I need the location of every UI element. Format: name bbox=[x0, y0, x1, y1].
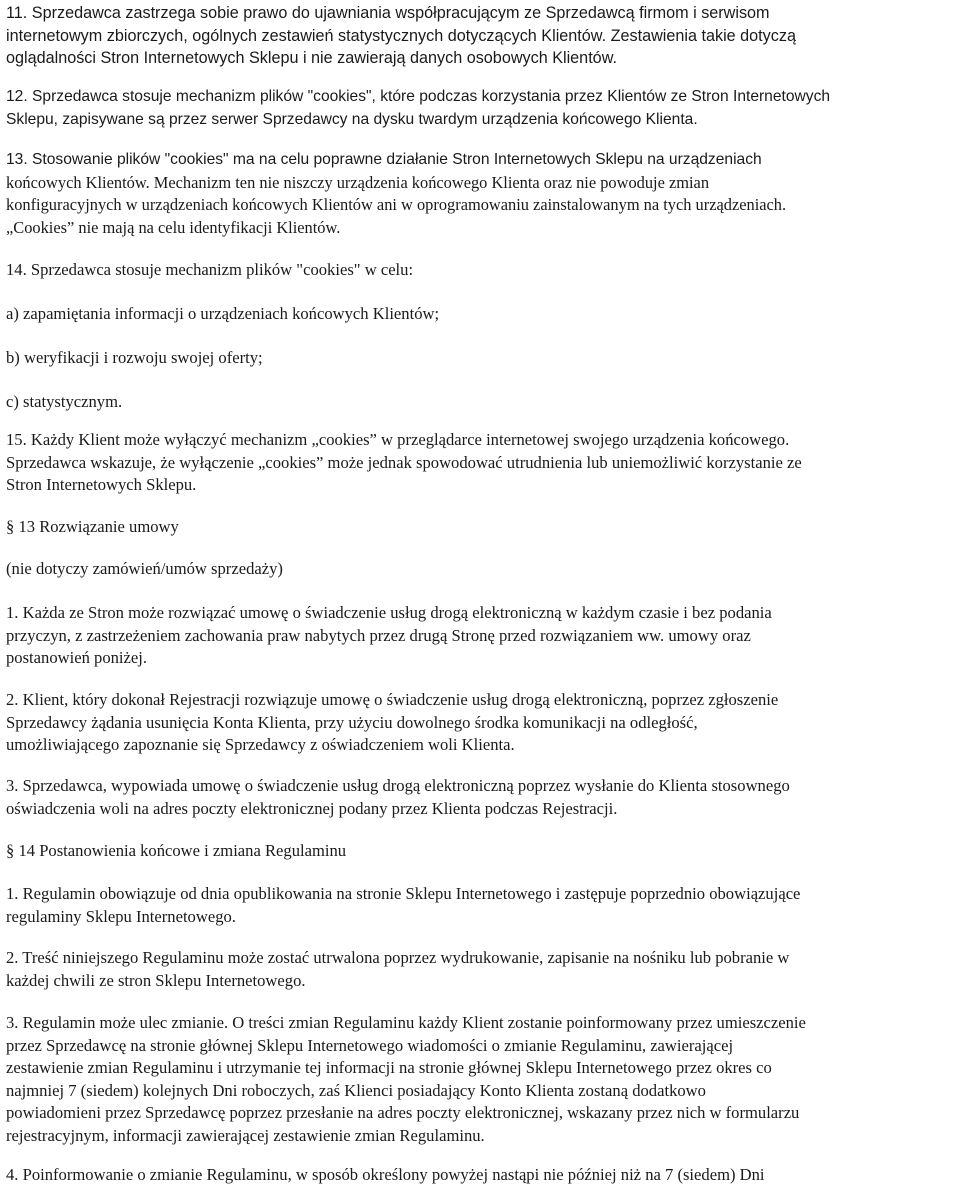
text-line: powiadomieni przez Sprzedawcę poprzez przesłanie na adres poczty elektronicznej, wskazany przez nich w formularzu bbox=[6, 1103, 800, 1123]
text-line: 12. Sprzedawca stosuje mechanizm plików "cookies", które podczas korzystania przez Klientów ze Stron Internetowych bbox=[6, 88, 831, 105]
text-line: Sprzedawca wskazuje, że wyłączenie „cookies” może jednak spowodować utrudnienia lub uniemożliwić korzystanie ze bbox=[6, 452, 802, 472]
text-line: oświadczenia woli na adres poczty elektronicznej podany przez Klienta podczas Rejestracji. bbox=[6, 798, 618, 818]
paragraph-14 bbox=[6, 259, 413, 282]
text-line: a) zapamiętania informacji o urządzeniach końcowych Klientów; bbox=[6, 304, 440, 323]
text-line: 3. Sprzedawca, wypowiada umowę o świadczenie usług drogą elektroniczną poprzez wysłanie do Klienta stosownego bbox=[6, 776, 790, 795]
section-13-point-3 bbox=[6, 775, 790, 820]
section-14-point-2 bbox=[6, 947, 789, 992]
text-line: końcowych Klientów. Mechanizm ten nie niszczy urządzenia końcowego Klienta oraz nie powoduje zmian bbox=[6, 172, 710, 192]
text-line: konfiguracyjnych w urządzeniach końcowych Klientów ani w oprogramowaniu zainstalowanym na tych urządzeniach. bbox=[6, 195, 787, 215]
text-line: zestawienie zmian Regulaminu i utrzymanie tej informacji na stronie głównej Sklepu Internetowego przez okres co bbox=[6, 1058, 772, 1078]
section-14-point-4 bbox=[6, 1164, 765, 1187]
text-line: najmniej 7 (siedem) kolejnych Dni roboczych, zaś Klienci posiadający Konto Klienta zostaną dodatkowo bbox=[6, 1080, 706, 1100]
section-14-title: § 14 Postanowienia końcowe i zmiana Regulaminu bbox=[6, 841, 347, 860]
text-line: Stron Internetowych Sklepu. bbox=[6, 475, 197, 495]
text-line: Sprzedawcy żądania usunięcia Konta Klienta, przy użyciu dowolnego środka komunikacji na odległość, bbox=[6, 712, 698, 732]
paragraph-15 bbox=[6, 429, 802, 497]
text-line: 13. Stosowanie plików "cookies" ma na celu poprawne działanie Stron Internetowych Sklepu na urządzeniach bbox=[6, 151, 762, 168]
text-line: „Cookies” nie mają na celu identyfikacji Klientów. bbox=[6, 217, 341, 237]
text-line: oglądalności Stron Internetowych Sklepu i nie zawierają danych osobowych Klientów. bbox=[6, 49, 617, 68]
text-line: regulaminy Sklepu Internetowego. bbox=[6, 906, 236, 926]
paragraph-13 bbox=[6, 149, 786, 239]
text-line: rejestracyjnym, informacji zawierającej zestawienie zmian Regulaminu. bbox=[6, 1125, 485, 1145]
text-line: umożliwiającego zapoznanie się Sprzedawcy z oświadczeniem woli Klienta. bbox=[6, 735, 515, 755]
text-line: przez Sprzedawcę na stronie głównej Sklepu Internetowego wiadomości o zmianie Regulaminu, zawierającej bbox=[6, 1035, 734, 1055]
text-line: c) statystycznym. bbox=[6, 392, 123, 411]
section-14-point-1 bbox=[6, 883, 800, 928]
text-line: b) weryfikacji i rozwoju swojej oferty; bbox=[6, 348, 263, 367]
paragraph-12 bbox=[6, 86, 830, 131]
paragraph-14b bbox=[6, 347, 263, 370]
text-line: 1. Każda ze Stron może rozwiązać umowę o świadczenie usług drogą elektroniczną w każdym czasie i bez podania bbox=[6, 603, 772, 622]
text-line: internetowym zbiorczych, ogólnych zestawień statystycznych dotyczących Klientów. Zestawienia takie dotyczą bbox=[6, 26, 796, 45]
text-line: 2. Treść niniejszego Regulaminu może zostać utrwalona poprzez wydrukowanie, zapisanie na nośniku lub pobranie w bbox=[6, 948, 790, 967]
text-line: Sklepu, zapisywane są przez serwer Sprzedawcy na dysku twardym urządzenia końcowego Klienta. bbox=[6, 110, 698, 128]
section-13-note: (nie dotyczy zamówień/umów sprzedaży) bbox=[6, 559, 283, 578]
text-line: 2. Klient, który dokonał Rejestracji rozwiązuje umowę o świadczenie usług drogą elektroniczną, poprzez zgłoszenie bbox=[6, 690, 779, 709]
section-13-title: § 13 Rozwiązanie umowy bbox=[6, 517, 179, 536]
text-line: 4. Poinformowanie o zmianie Regulaminu, w sposób określony powyżej nastąpi nie później niż na 7 (siedem) Dni bbox=[6, 1165, 765, 1184]
section-14-point-3 bbox=[6, 1012, 806, 1148]
paragraph-14a bbox=[6, 303, 439, 326]
paragraph-14c bbox=[6, 391, 122, 414]
section-13-point-2 bbox=[6, 689, 778, 757]
text-line: 1. Regulamin obowiązuje od dnia opublikowania na stronie Sklepu Internetowego i zastępuje poprzednio obowiązujące bbox=[6, 884, 801, 903]
text-line: 11. Sprzedawca zastrzega sobie prawo do ujawniania współpracującym ze Sprzedawcą firmom i serwisom bbox=[6, 4, 770, 22]
section-13-point-1 bbox=[6, 602, 772, 670]
text-line: 15. Każdy Klient może wyłączyć mechanizm „cookies” w przeglądarce internetowej swojego urządzenia końcowego. bbox=[6, 430, 790, 449]
text-line: 14. Sprzedawca stosuje mechanizm plików "cookies" w celu: bbox=[6, 260, 414, 279]
text-line: każdej chwili ze stron Sklepu Internetowego. bbox=[6, 970, 306, 990]
text-line: postanowień poniżej. bbox=[6, 648, 148, 668]
text-line: przyczyn, z zastrzeżeniem zachowania praw nabytych przez drugą Stronę przed rozwiązaniem ww. umowy oraz bbox=[6, 625, 751, 645]
paragraph-11 bbox=[6, 2, 796, 70]
text-line: 3. Regulamin może ulec zmianie. O treści zmian Regulaminu każdy Klient zostanie poinformowany przez umieszczenie bbox=[6, 1013, 806, 1032]
